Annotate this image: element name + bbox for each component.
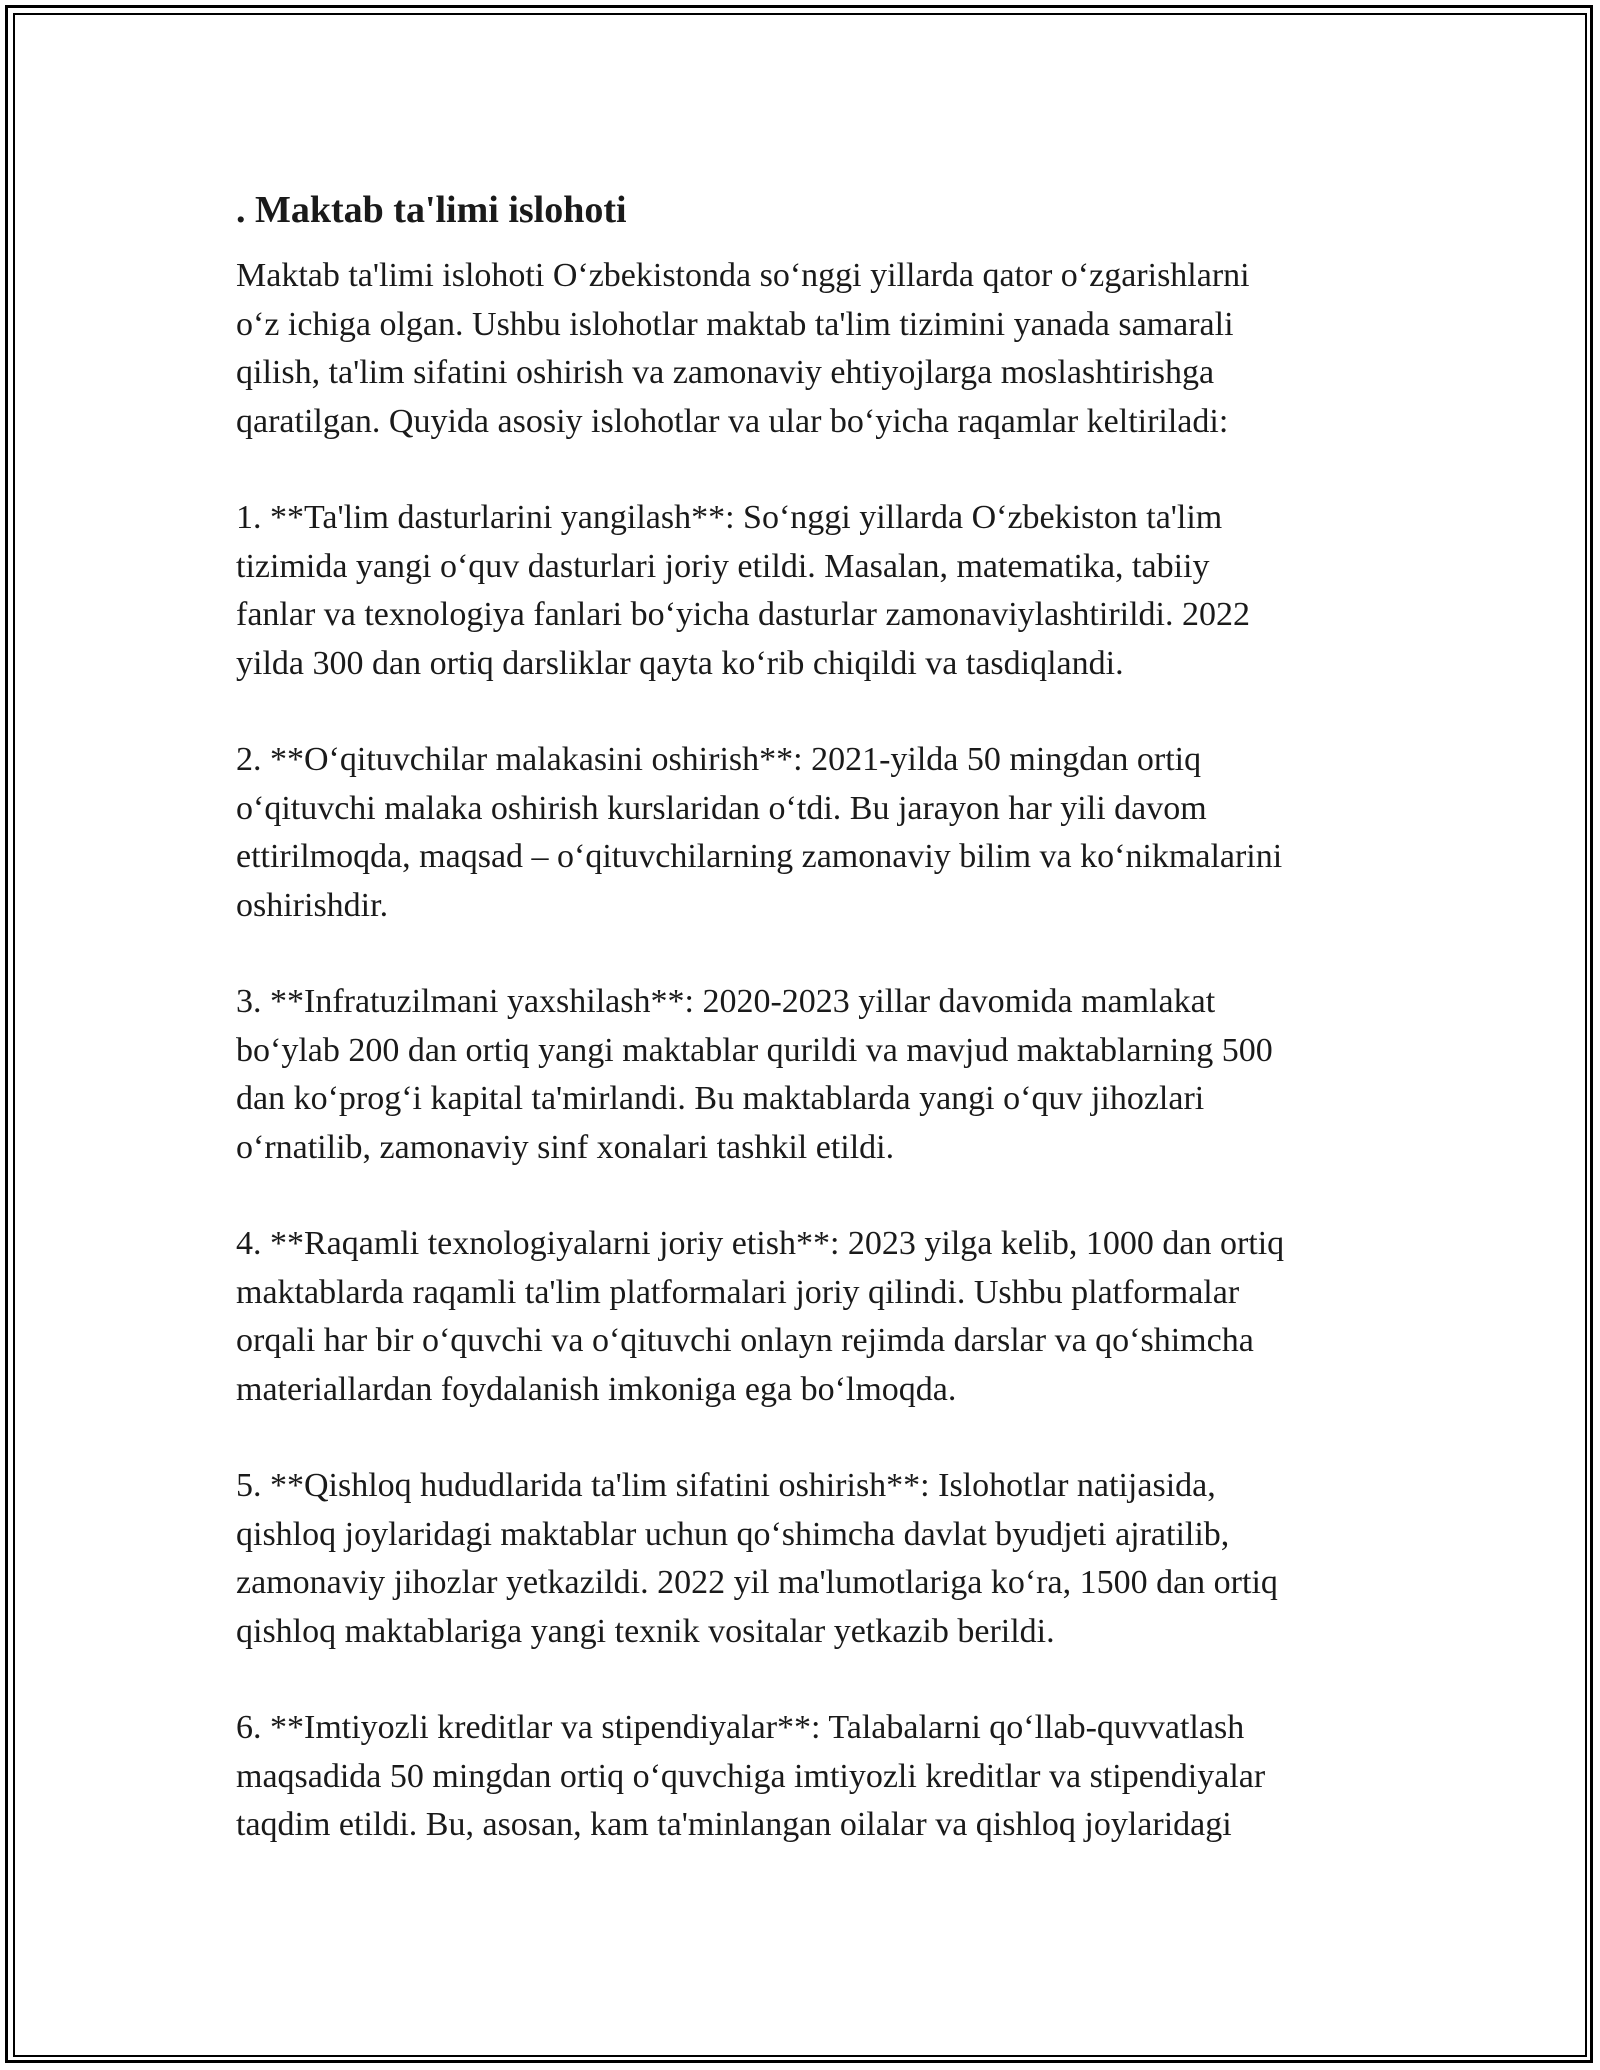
reform-item-1: 1. **Ta'lim dasturlarini yangilash**: Soʻnggi yillarda Oʻzbekiston ta'lim tizimida yangi oʻquv dasturlari joriy etildi. Masalan, matematika, tabiiy fanlar va texnologiya fanlari boʻyicha dasturlar zamonaviylashtirildi. 2022 yilda 300 dan ortiq darsliklar qayta koʻrib chiqildi va tasdiqlandi.	[236, 499, 1250, 682]
reform-item-4: 4. **Raqamli texnologiyalarni joriy etish**: 2023 yilga kelib, 1000 dan ortiq maktablarda raqamli ta'lim platformalari joriy qilindi. Ushbu platformalar orqali har bir oʻquvchi va oʻqituvchi onlayn rejimda darslar va qoʻshimcha materiallardan foydalanish imkoniga ega boʻlmoqda.	[236, 1225, 1285, 1408]
reform-item-6: 6. **Imtiyozli kreditlar va stipendiyalar**: Talabalarni qoʻllab-quvvatlash maqsadida 50 mingdan ortiq oʻquvchiga imtiyozli kreditlar va stipendiyalar taqdim etildi. Bu, asosan, kam ta'minlangan oilalar va qishloq joylaridagi	[236, 1709, 1266, 1843]
document-body	[236, 186, 1376, 1898]
intro-paragraph: Maktab ta'limi islohoti Oʻzbekistonda soʻnggi yillarda qator oʻzgarishlarni oʻz ichiga olgan. Ushbu islohotlar maktab ta'lim tizimini yanada samarali qilish, ta'lim sifatini oshirish va zamonaviy ehtiyojlarga moslashtirishga qaratilgan. Quyida asosiy islohotlar va ular boʻyicha raqamlar keltiriladi:	[236, 257, 1250, 440]
reform-item-5: 5. **Qishloq hududlarida ta'lim sifatini oshirish**: Islohotlar natijasida, qishloq joylaridagi maktablar uchun qoʻshimcha davlat byudjeti ajratilib, zamonaviy jihozlar yetkazildi. 2022 yil ma'lumotlariga koʻra, 1500 dan ortiq qishloq maktablariga yangi texnik vositalar yetkazib berildi.	[236, 1467, 1278, 1650]
document-title: . Maktab ta'limi islohoti	[236, 189, 627, 231]
reform-item-2: 2. **Oʻqituvchilar malakasini oshirish**: 2021-yilda 50 mingdan ortiq oʻqituvchi malaka oshirish kurslaridan oʻtdi. Bu jarayon har yili davom ettirilmoqda, maqsad – oʻqituvchilarning zamonaviy bilim va koʻnikmalarini oshirishdir.	[236, 741, 1283, 924]
reform-item-3: 3. **Infratuzilmani yaxshilash**: 2020-2023 yillar davomida mamlakat boʻylab 200 dan ortiq yangi maktablar qurildi va mavjud maktablarning 500 dan koʻprogʻi kapital ta'mirlandi. Bu maktablarda yangi oʻquv jihozlari oʻrnatilib, zamonaviy sinf xonalari tashkil etildi.	[236, 983, 1273, 1166]
